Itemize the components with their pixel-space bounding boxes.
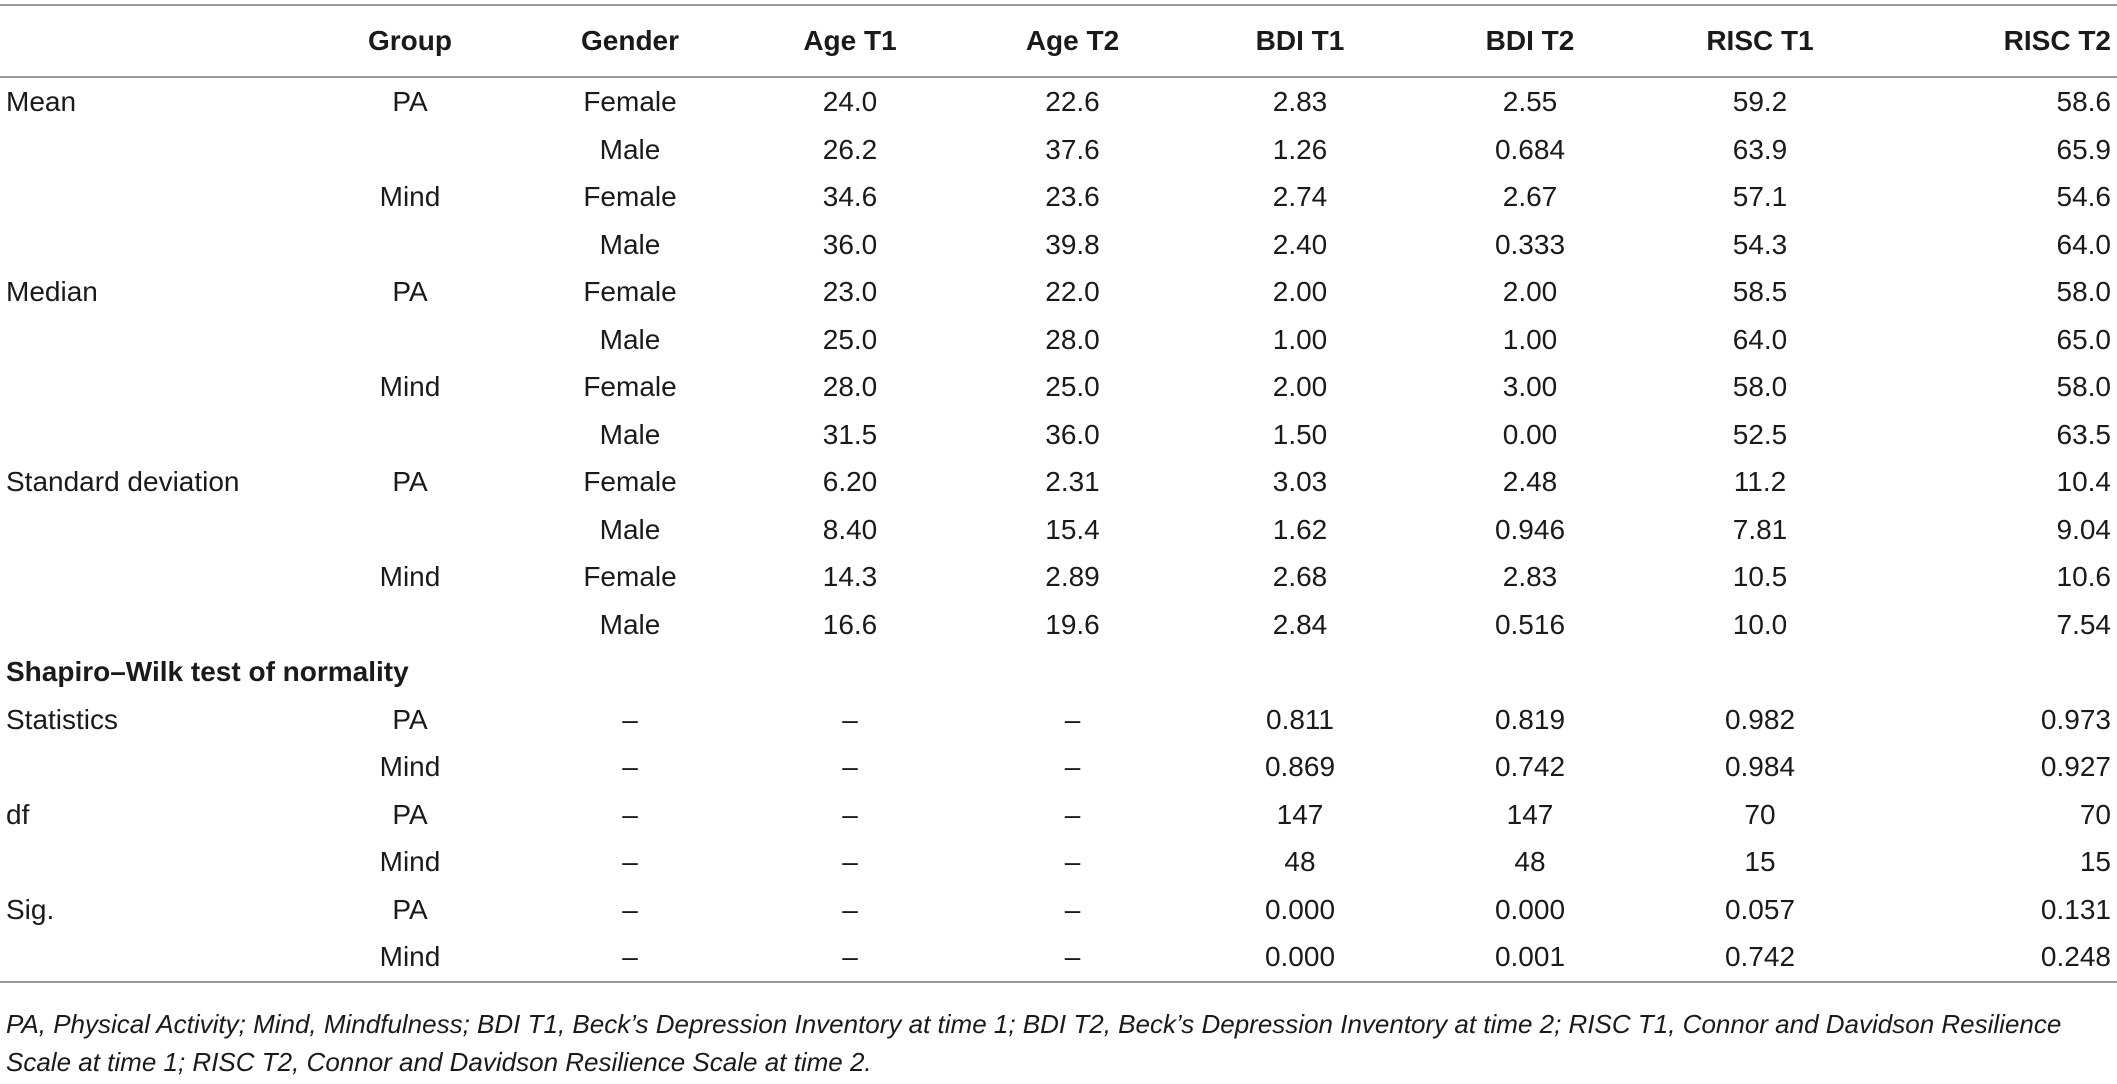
table-cell: Female	[583, 371, 677, 402]
table-cell: 0.927	[2040, 751, 2111, 782]
table-cell: –	[622, 703, 638, 735]
table-cell: –	[1064, 751, 1081, 782]
table-cell: –	[622, 941, 638, 972]
column-header: RISC T2	[2003, 25, 2111, 56]
table-cell: 58.6	[2056, 86, 2111, 117]
table-cell: 0.131	[2040, 893, 2111, 925]
table-row	[0, 933, 2117, 982]
table-cell: –	[622, 798, 638, 830]
table-cell	[0, 553, 300, 601]
table-cell: PA	[392, 276, 428, 307]
column-header: BDI T1	[1255, 25, 1345, 56]
table-cell: 58.0	[1732, 371, 1788, 402]
table-cell: 25.0	[1045, 371, 1100, 402]
table-cell: 1.26	[1272, 133, 1328, 165]
table-cell: 31.5	[822, 418, 878, 450]
table-cell: 36.0	[1045, 418, 1100, 450]
table-cell: –	[1064, 703, 1081, 735]
table-cell: –	[1064, 941, 1081, 972]
table-cell: 22.6	[1045, 86, 1100, 117]
table-cell: 0.000	[1264, 941, 1336, 972]
table-cell: 15	[2079, 846, 2111, 877]
table-cell: 2.83	[1272, 86, 1328, 117]
table-cell: 57.1	[1732, 181, 1788, 212]
table-cell: 2.74	[1272, 181, 1328, 212]
table-cell	[0, 743, 300, 791]
table-row	[0, 411, 2117, 459]
table-cell	[0, 506, 300, 554]
table-cell: 58.5	[1732, 276, 1788, 307]
table-cell	[0, 316, 300, 364]
table-row	[0, 743, 2117, 791]
table-row	[0, 126, 2117, 174]
table-body	[0, 77, 2117, 982]
table-cell: 10.6	[2056, 561, 2111, 592]
table-cell: 147	[1506, 798, 1554, 830]
table-cell: Male	[599, 418, 661, 450]
table-cell: –	[622, 893, 638, 925]
table-cell: Sig.	[6, 893, 55, 925]
table-cell	[300, 601, 520, 649]
statistics-table	[0, 4, 2117, 983]
table-cell: 0.742	[1494, 751, 1566, 782]
table-cell: 0.982	[1724, 703, 1796, 735]
table-cell: 2.67	[1502, 181, 1558, 212]
table-cell: PA	[392, 703, 428, 735]
table-cell: 10.0	[1732, 608, 1788, 640]
table-cell: 16.6	[822, 608, 878, 640]
table-row	[0, 363, 2117, 411]
table-row	[0, 506, 2117, 554]
table-cell: 39.8	[1045, 228, 1100, 260]
table-cell: Mind	[379, 846, 441, 877]
table-cell	[0, 126, 300, 174]
table-cell: Male	[599, 228, 661, 260]
table-header	[0, 5, 2117, 77]
table-cell: 0.742	[1724, 941, 1796, 972]
table-cell: 0.000	[1264, 893, 1336, 925]
table-row	[0, 791, 2117, 839]
table-row	[0, 316, 2117, 364]
table-cell: PA	[392, 893, 428, 925]
table-cell: 36.0	[822, 228, 878, 260]
header-row	[0, 5, 2117, 77]
table-cell: 0.248	[2040, 941, 2111, 972]
table-cell: –	[842, 798, 858, 830]
table-cell: 23.0	[822, 276, 878, 307]
table-cell: Female	[583, 561, 677, 592]
table-cell: 2.89	[1045, 561, 1100, 592]
table-cell: 3.03	[1272, 466, 1328, 497]
table-cell: 58.0	[2056, 371, 2111, 402]
table-cell: 14.3	[822, 561, 878, 592]
table-row	[0, 838, 2117, 886]
table-cell: 1.62	[1272, 513, 1328, 545]
table-cell: 24.0	[822, 86, 878, 117]
table-cell: 9.04	[2056, 513, 2111, 545]
table-cell: Mind	[379, 181, 441, 212]
table-cell: 64.0	[2056, 228, 2111, 260]
table-cell: 64.0	[1732, 323, 1788, 355]
table-row	[0, 173, 2117, 221]
column-header: Gender	[580, 25, 680, 56]
table-cell: 54.6	[2056, 181, 2111, 212]
table-cell: 6.20	[822, 466, 878, 497]
table-cell: Median	[6, 276, 98, 307]
table-cell: Female	[583, 86, 677, 117]
table-cell: –	[622, 846, 638, 877]
table-cell: 0.001	[1494, 941, 1566, 972]
table-cell: Mean	[6, 86, 77, 117]
section-title: Shapiro–Wilk test of normality	[6, 656, 409, 687]
table-cell: 1.00	[1502, 323, 1558, 355]
table-cell: PA	[392, 86, 428, 117]
table-cell	[300, 316, 520, 364]
table-cell: 63.9	[1732, 133, 1788, 165]
table-cell: –	[842, 703, 858, 735]
table-cell: 2.31	[1045, 466, 1100, 497]
table-cell: Statistics	[6, 703, 119, 735]
table-cell: –	[842, 846, 858, 877]
table-cell: 2.00	[1502, 276, 1558, 307]
table-cell	[0, 411, 300, 459]
table-row	[0, 221, 2117, 269]
table-cell: PA	[392, 466, 428, 497]
table-cell: 2.00	[1272, 276, 1328, 307]
table-cell: 0.973	[2040, 703, 2111, 735]
table-cell: 2.55	[1502, 86, 1558, 117]
table-cell	[0, 933, 300, 982]
table-cell: 48	[1514, 846, 1546, 877]
section-header-row	[0, 648, 2117, 696]
table-cell: Male	[599, 513, 661, 545]
table-cell: Female	[583, 276, 677, 307]
table-cell: Mind	[379, 941, 441, 972]
table-cell: 1.50	[1272, 418, 1328, 450]
column-header: Age T1	[803, 25, 897, 56]
table-cell: Mind	[379, 371, 441, 402]
table-cell: 0.057	[1724, 893, 1796, 925]
table-cell: –	[1064, 893, 1081, 925]
table-cell: –	[1064, 798, 1081, 830]
table-cell: 15.4	[1045, 513, 1100, 545]
table-row	[0, 553, 2117, 601]
table-cell: 0.684	[1494, 133, 1566, 165]
table-cell: 10.4	[2056, 466, 2111, 497]
table-cell: 7.54	[2056, 608, 2111, 640]
table-cell: 22.0	[1045, 276, 1100, 307]
table-cell: 147	[1276, 798, 1324, 830]
table-cell: df	[6, 798, 30, 830]
table-cell: 2.48	[1502, 466, 1558, 497]
table-cell: 19.6	[1045, 608, 1100, 640]
table-cell	[0, 221, 300, 269]
table-cell: –	[1064, 846, 1081, 877]
table-cell: –	[842, 751, 858, 782]
table-cell: 54.3	[1732, 228, 1788, 260]
table-cell	[0, 173, 300, 221]
table-cell: 0.811	[1266, 703, 1334, 735]
table-cell: Standard deviation	[6, 466, 240, 497]
table-cell: 0.819	[1494, 703, 1566, 735]
table-cell: 65.9	[2056, 133, 2111, 165]
table-cell: –	[842, 893, 858, 925]
table-cell: 0.00	[1502, 418, 1558, 450]
table-cell: 0.516	[1494, 608, 1566, 640]
table-cell: 10.5	[1732, 561, 1788, 592]
table-cell: 70	[2079, 798, 2111, 830]
table-cell: 52.5	[1732, 418, 1788, 450]
table-cell: 1.00	[1272, 323, 1328, 355]
table-cell: 0.984	[1724, 751, 1796, 782]
table-cell	[300, 221, 520, 269]
table-cell: 65.0	[2056, 323, 2111, 355]
table-cell: 28.0	[1045, 323, 1100, 355]
table-cell: Male	[599, 133, 661, 165]
column-header: Group	[368, 25, 452, 56]
table-cell: 23.6	[1045, 181, 1100, 212]
table-cell: –	[842, 941, 858, 972]
table-cell	[0, 838, 300, 886]
table-cell: Male	[599, 323, 661, 355]
table-cell: 2.83	[1502, 561, 1558, 592]
table-cell: 15	[1744, 846, 1776, 877]
table-cell: 70	[1744, 798, 1776, 830]
table-cell: 0.946	[1494, 513, 1566, 545]
table-cell: –	[622, 751, 638, 782]
table-cell: 8.40	[822, 513, 878, 545]
table-cell: 2.68	[1272, 561, 1328, 592]
table-cell: 28.0	[822, 371, 878, 402]
table-cell: 2.40	[1272, 228, 1328, 260]
table-cell: 37.6	[1045, 133, 1100, 165]
table-cell: 58.0	[2056, 276, 2111, 307]
table-row	[0, 601, 2117, 649]
table-cell: 7.81	[1732, 513, 1788, 545]
table-cell: 11.2	[1733, 466, 1787, 497]
table-cell: 2.00	[1272, 371, 1328, 402]
table-cell	[0, 363, 300, 411]
table-cell: Female	[583, 466, 677, 497]
column-header: Age T2	[1025, 25, 1120, 56]
table-cell: 0.869	[1264, 751, 1336, 782]
table-cell: 3.00	[1502, 371, 1558, 402]
table-cell: 48	[1284, 846, 1316, 877]
table-cell: 26.2	[822, 133, 878, 165]
table-cell	[300, 126, 520, 174]
column-header: RISC T1	[1706, 25, 1814, 56]
table-row	[0, 696, 2117, 744]
table-cell	[0, 601, 300, 649]
table-row	[0, 268, 2117, 316]
table-row	[0, 886, 2117, 934]
table-cell	[300, 411, 520, 459]
table-cell: Mind	[379, 751, 441, 782]
table-footnote: PA, Physical Activity; Mind, Mindfulness; BDI T1, Beck’s Depression Inventory at time 1; BDI T2, Beck’s Depression Inventory at time 2; RISC T1, Connor and Davidson Resilience Scale at time 1; RISC T2, Connor and Davidson Resilience Scale at time 2.	[6, 1009, 2062, 1077]
column-header	[0, 5, 300, 77]
table-cell: 0.333	[1494, 228, 1566, 260]
table-cell: Mind	[379, 561, 441, 592]
table-cell: 63.5	[2056, 418, 2111, 450]
table-row	[0, 77, 2117, 126]
table-cell: Male	[599, 608, 661, 640]
table-cell: Female	[583, 181, 677, 212]
table-cell: 59.2	[1732, 86, 1788, 117]
table-cell: 2.84	[1272, 608, 1328, 640]
table-row	[0, 458, 2117, 506]
table-cell: 25.0	[822, 323, 878, 355]
table-cell: PA	[392, 798, 428, 830]
table-cell	[300, 506, 520, 554]
table-cell: 34.6	[822, 181, 878, 212]
column-header: BDI T2	[1485, 25, 1575, 56]
table-cell: 0.000	[1494, 893, 1566, 925]
